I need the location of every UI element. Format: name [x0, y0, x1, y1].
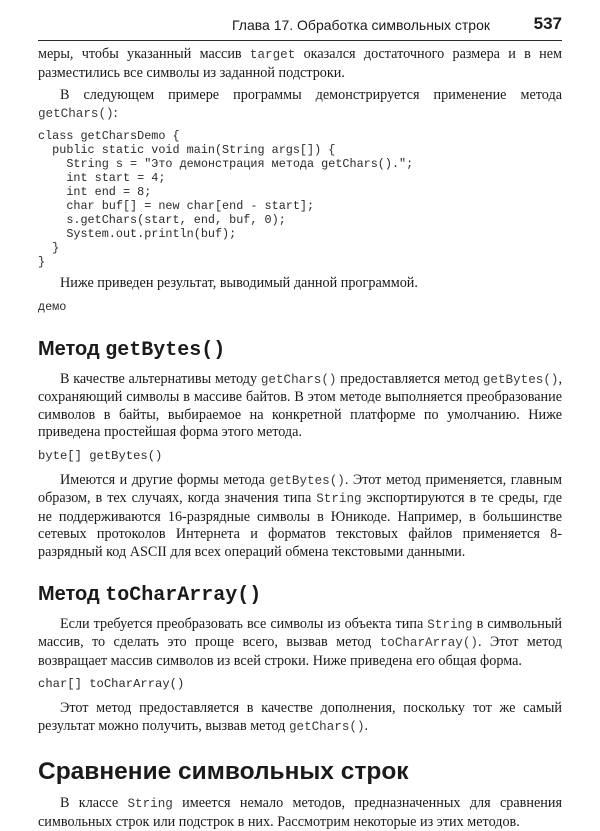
inline-code: String	[127, 797, 173, 812]
getbytes-signature: byte[] getBytes()	[38, 449, 163, 463]
inline-code: getBytes()	[269, 473, 345, 488]
chapter-title: Глава 17. Обработка символьных строк	[231, 17, 490, 33]
inline-code: getChars()	[288, 719, 365, 734]
output-intro: Ниже приведен результат, выводимый данной программой.	[60, 275, 418, 292]
compare-paragraph-1: В классе String имеется немало методов, предназначенных для сравнения символьных строк или подстрок в них. Рассмотрим некоторые из этих методов.	[38, 795, 562, 830]
getbytes-paragraph-2: Имеются и другие формы метода getBytes(). Этот метод применяется, главным образом, в тех случаях, когда значения типа String экспортируются в те среды, где не поддерживаются 16-разрядные символы в Юникоде. Например, в большинстве сетевых протоколов Интернета и форматов текстовых файлов применяется 8-разрядный код ASCII для всех операций обмена текстовыми данными.	[38, 471, 562, 560]
getbytes-paragraph-1: В качестве альтернативы методу getChars() предоставляется метод getBytes(), сохраняющий символы в массиве байтов. В этом методе выполняется преобразование символов в байты, выбираемое на конкретной платформе по умолчанию. Ниже приведена простейшая форма этого метода.	[38, 370, 562, 441]
inline-code: String	[316, 492, 362, 507]
tochararray-paragraph-2: Этот метод предоставляется в качестве дополнения, поскольку тот же самый результат можно получить, вызвав метод getChars().	[38, 699, 562, 734]
inline-code: getBytes()	[482, 372, 559, 387]
tochararray-paragraph-1: Если требуется преобразовать все символы из объекта типа String в символьный массив, то сделать это проще всего, вызвав метод toCharArray(). Этот метод возвращает массив символов из всей строки. Ниже приведена его общая форма.	[38, 615, 563, 669]
page-number: 537	[533, 14, 562, 33]
page-body	[38, 46, 562, 831]
inline-code: getChars()	[38, 106, 114, 121]
section-heading-compare: Сравнение символьных строк	[38, 758, 409, 786]
running-header	[38, 6, 562, 41]
intro-paragraph-1: меры, чтобы указанный массив target оказался достаточного размера и в нем разместились все символы из заданной подстроки.	[38, 46, 562, 81]
inline-code: toCharArray()	[379, 636, 478, 651]
inline-code: getChars()	[260, 372, 337, 387]
tochararray-signature: char[] toCharArray()	[38, 677, 185, 692]
intro-paragraph-2: В следующем примере программы демонстрируется применение метода getChars():	[38, 87, 562, 121]
section-heading-getbytes: Метод getBytes()	[38, 337, 226, 362]
section-heading-tochararray: Метод toCharArray()	[38, 582, 262, 607]
inline-code: String	[427, 617, 473, 632]
inline-code: target	[249, 48, 296, 62]
code-listing: class getCharsDemo { public static void main(String args[]) { String s = "Это демонстрация метода getChars()."; int start = 4; int end = 8; char buf[] = new char[end - start]; s.getChars(start, end, buf, 0); System.out.println(buf); } }	[38, 129, 414, 269]
program-output: демо	[38, 300, 67, 315]
